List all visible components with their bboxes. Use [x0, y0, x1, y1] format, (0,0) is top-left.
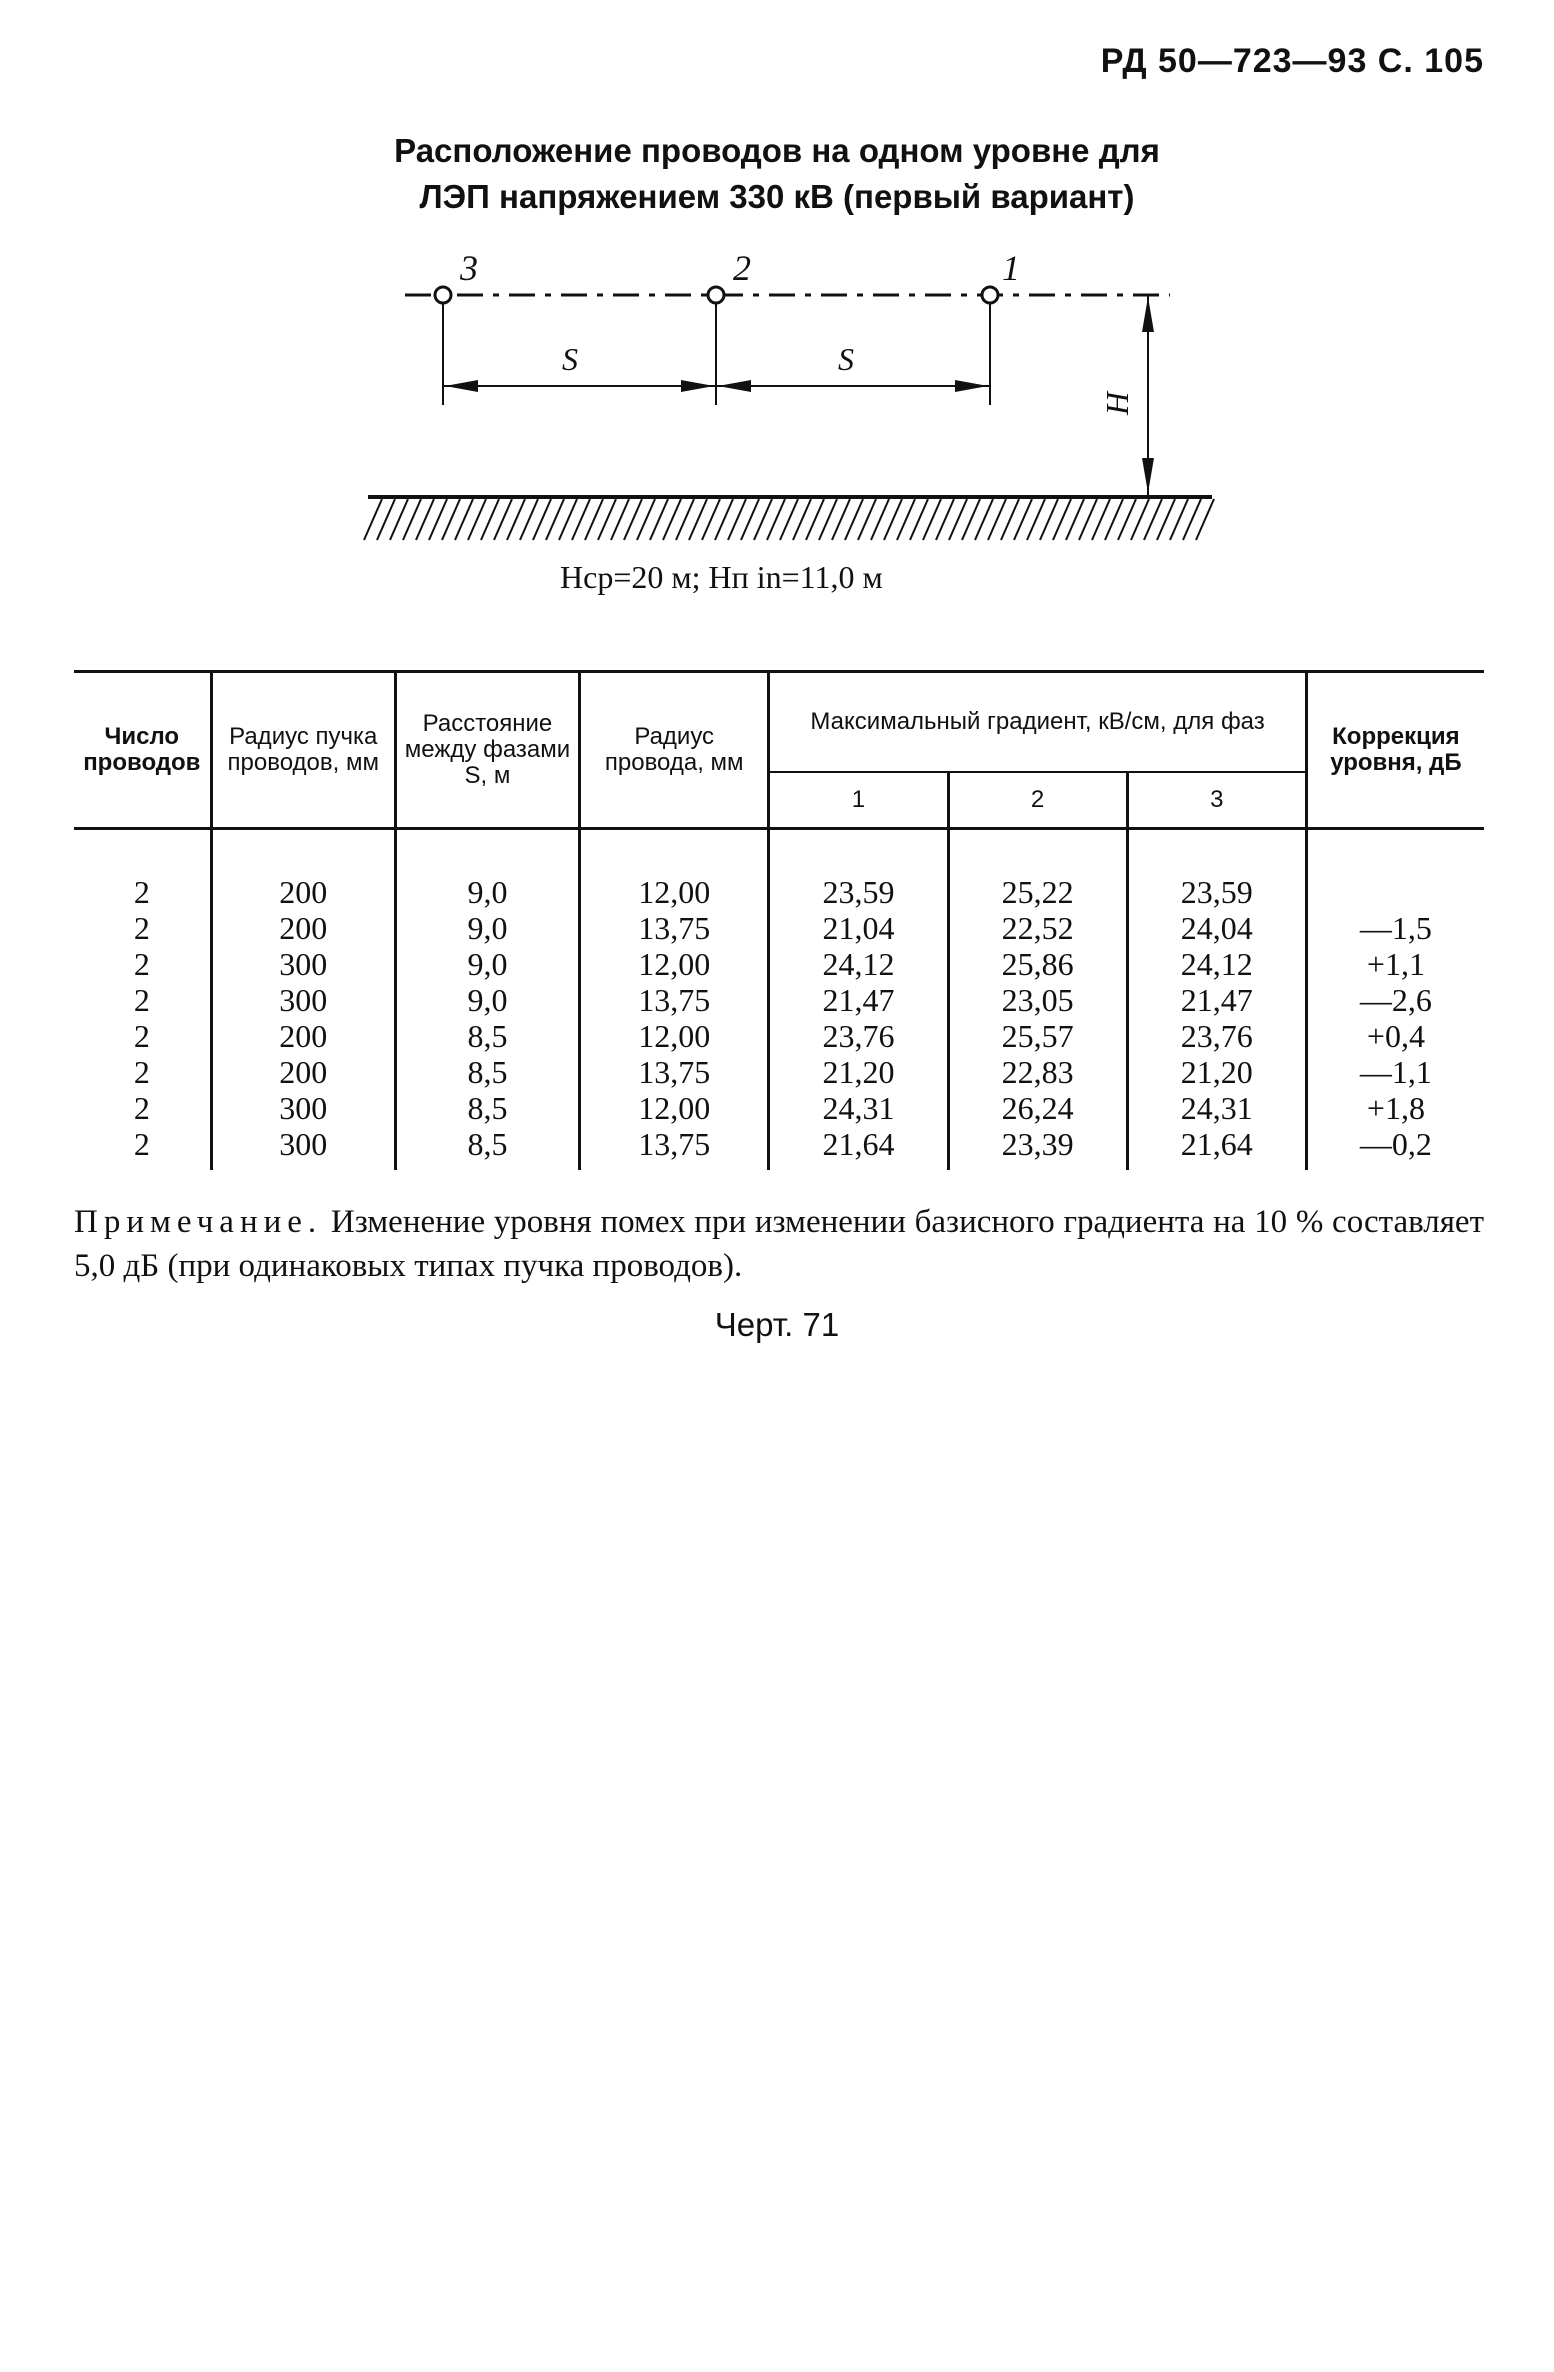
cell-g1: 23,76	[769, 1018, 948, 1054]
conductor-1	[982, 287, 998, 303]
height-label: H	[1099, 391, 1135, 415]
gradient-table	[74, 670, 1484, 1170]
figure-title	[0, 128, 1554, 220]
conductor-label-2: 2	[733, 248, 751, 288]
table-row	[74, 982, 1484, 1018]
cell-wires: 2	[133, 1054, 150, 1090]
cell-bundle: 300	[211, 1126, 395, 1170]
cell-corr: —1,5	[1306, 910, 1484, 946]
cell-r: 12,00	[580, 1018, 769, 1054]
table-row	[74, 1054, 1484, 1090]
arrow-left-2	[718, 380, 751, 392]
cell-g3: 21,64	[1127, 1126, 1306, 1170]
cell-g1: 21,20	[769, 1054, 948, 1090]
cell-wires: 2	[133, 910, 150, 946]
table-row	[74, 1126, 1484, 1170]
cell-corr	[1306, 829, 1484, 911]
cell-bundle: 300	[211, 946, 395, 982]
cell-corr: —1,1	[1306, 1054, 1484, 1090]
cell-g2: 25,22	[948, 829, 1127, 911]
col-header-wire-radius: Радиус провода, мм	[580, 672, 769, 829]
col-header-max-gradient: Максимальный градиент, кВ/см, для фаз	[769, 672, 1306, 773]
cell-g3: 24,04	[1127, 910, 1306, 946]
cell-s: 8,5	[395, 1054, 579, 1090]
cell-g2: 23,39	[948, 1126, 1127, 1170]
cell-bundle: 200	[211, 1054, 395, 1090]
cell-wires: 2	[133, 982, 150, 1018]
cell-g1: 23,59	[769, 829, 948, 911]
cell-g2: 23,05	[948, 982, 1127, 1018]
cell-s: 8,5	[395, 1126, 579, 1170]
cell-r: 13,75	[580, 1126, 769, 1170]
conductor-label-1: 1	[1002, 248, 1020, 288]
cell-g3: 23,59	[1127, 829, 1306, 911]
cell-r: 12,00	[580, 946, 769, 982]
cell-bundle: 300	[211, 982, 395, 1018]
cell-s: 8,5	[395, 1090, 579, 1126]
page-header: РД 50—723—93 С. 105	[1100, 42, 1484, 80]
cell-g1: 24,31	[769, 1090, 948, 1126]
cell-r: 12,00	[580, 829, 769, 911]
title-line-1: Расположение проводов на одном уровне для	[394, 132, 1160, 169]
cell-s: 9,0	[395, 910, 579, 946]
conductor-2	[708, 287, 724, 303]
col-header-phase-1: 1	[769, 772, 948, 829]
cell-g3: 24,31	[1127, 1090, 1306, 1126]
table-row	[74, 829, 1484, 911]
cell-wires: 2	[133, 1090, 150, 1126]
table-note	[74, 1200, 1484, 1288]
arrow-top-h	[1142, 297, 1154, 332]
cell-bundle: 200	[211, 829, 395, 911]
cell-corr: +1,8	[1306, 1090, 1484, 1126]
cell-g2: 25,86	[948, 946, 1127, 982]
arrow-right-2	[681, 380, 714, 392]
col-header-phase-2: 2	[948, 772, 1127, 829]
conductor-3	[435, 287, 451, 303]
cell-wires: 2	[133, 946, 150, 982]
arrow-bottom-h	[1142, 458, 1154, 493]
col-header-wires: Число проводов	[74, 672, 211, 829]
table-row	[74, 1090, 1484, 1126]
cell-corr: —0,2	[1306, 1126, 1484, 1170]
conductor-label-3: 3	[460, 248, 478, 288]
col-header-phase-distance: Расстояние между фазами S, м	[395, 672, 579, 829]
cell-g1: 21,64	[769, 1126, 948, 1170]
cell-g1: 21,47	[769, 982, 948, 1018]
cell-bundle: 200	[211, 910, 395, 946]
cell-corr: —2,6	[1306, 982, 1484, 1018]
cell-g3: 24,12	[1127, 946, 1306, 982]
cell-wires: 2	[133, 1018, 150, 1054]
cell-g3: 23,76	[1127, 1018, 1306, 1054]
cell-corr: +0,4	[1306, 1018, 1484, 1054]
cell-bundle: 200	[211, 1018, 395, 1054]
spacing-label-left: S	[562, 341, 578, 377]
title-line-2: ЛЭП напряжением 330 кВ (первый вариант)	[419, 178, 1135, 215]
cell-corr: +1,1	[1306, 946, 1484, 982]
table-row	[74, 910, 1484, 946]
cell-s: 8,5	[395, 1018, 579, 1054]
ground-hatching	[364, 499, 1214, 540]
cell-g3: 21,47	[1127, 982, 1306, 1018]
cell-g1: 24,12	[769, 946, 948, 982]
cell-wires: 2	[133, 874, 150, 910]
table-row	[74, 1018, 1484, 1054]
cell-s: 9,0	[395, 946, 579, 982]
spacing-label-right: S	[838, 341, 854, 377]
col-header-correction: Коррекция уровня, дБ	[1306, 672, 1484, 829]
col-header-phase-3: 3	[1127, 772, 1306, 829]
height-formula: Hср=20 м; Hп in=11,0 м	[560, 559, 883, 595]
col-header-bundle-radius: Радиус пучка проводов, мм	[211, 672, 395, 829]
cell-s: 9,0	[395, 982, 579, 1018]
note-text: Изменение уровня помех при изменении базисного градиента на 10 % составляет 5,0 дБ (при одинаковых типах пучка проводов).	[74, 1204, 1484, 1284]
cell-wires: 2	[133, 1126, 150, 1162]
cell-g3: 21,20	[1127, 1054, 1306, 1090]
cell-r: 13,75	[580, 1054, 769, 1090]
cell-r: 13,75	[580, 982, 769, 1018]
cell-g2: 22,52	[948, 910, 1127, 946]
cell-g2: 22,83	[948, 1054, 1127, 1090]
cell-r: 12,00	[580, 1090, 769, 1126]
figure-caption: Черт. 71	[714, 1306, 840, 1343]
arrow-right-1	[955, 380, 988, 392]
cell-g2: 25,57	[948, 1018, 1127, 1054]
table-row	[74, 946, 1484, 982]
conductor-layout-diagram	[0, 240, 1554, 660]
cell-s: 9,0	[395, 829, 579, 911]
note-label: Примечание.	[74, 1204, 323, 1240]
cell-g2: 26,24	[948, 1090, 1127, 1126]
cell-bundle: 300	[211, 1090, 395, 1126]
arrow-left-3	[445, 380, 478, 392]
cell-g1: 21,04	[769, 910, 948, 946]
cell-r: 13,75	[580, 910, 769, 946]
